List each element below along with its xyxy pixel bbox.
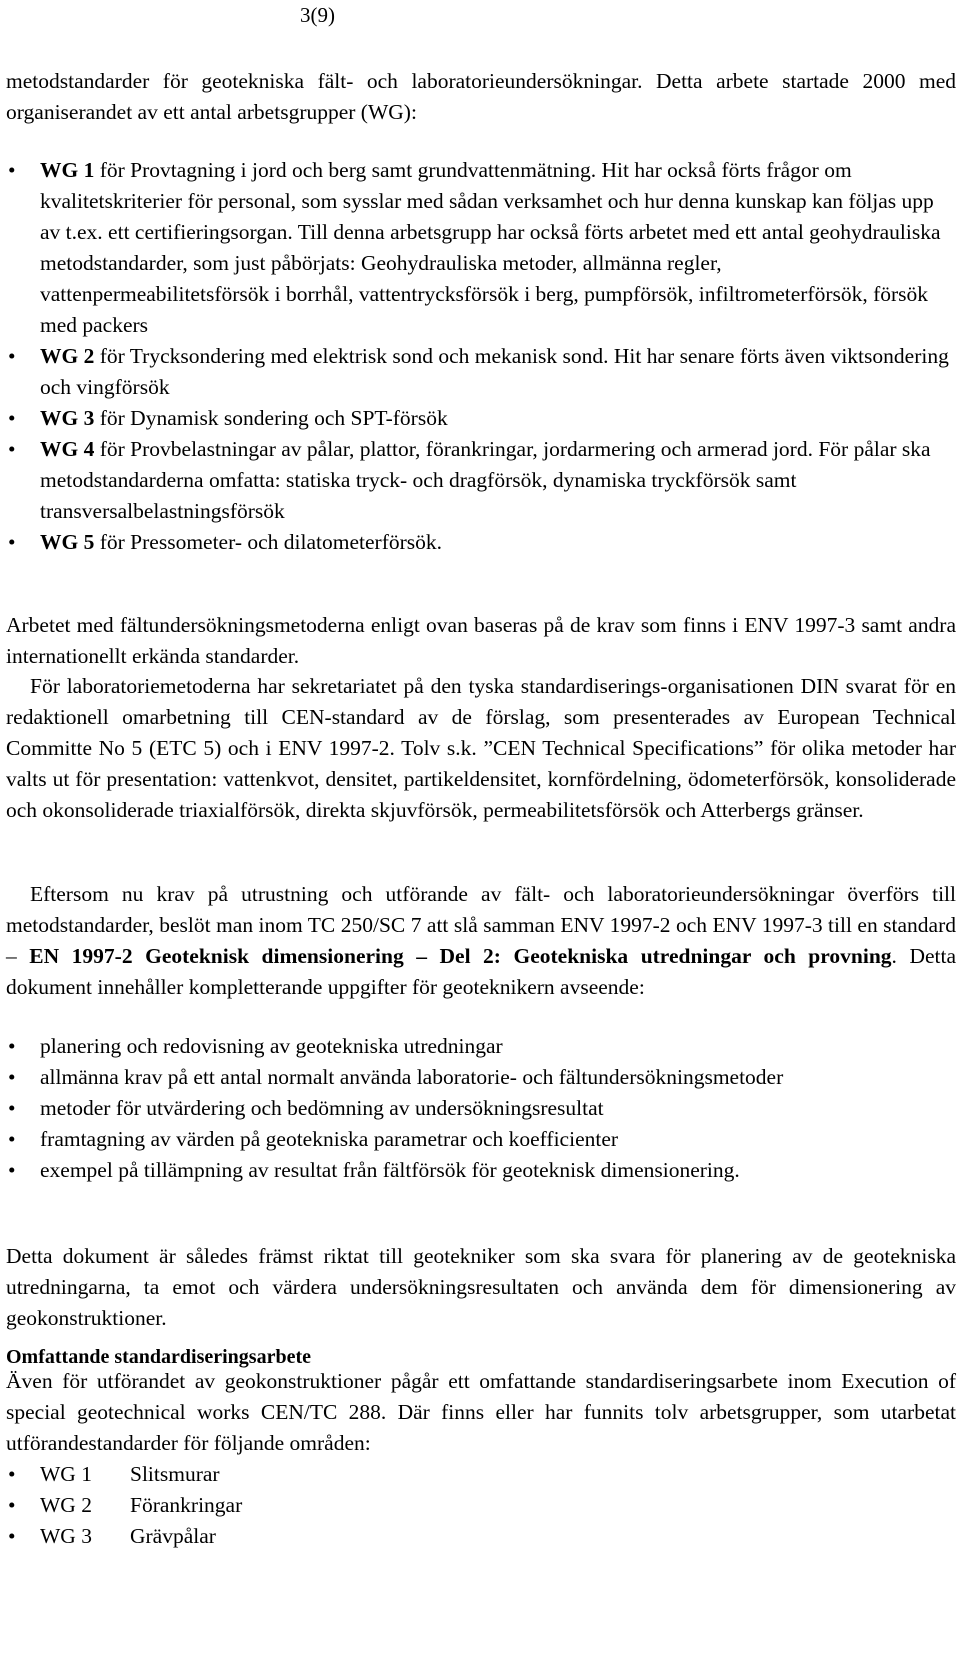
bullet-icon: • <box>8 406 16 430</box>
wg-code: WG 1 <box>40 1462 92 1486</box>
bullet-icon: • <box>8 1096 16 1120</box>
wg-code: WG 2 <box>40 344 95 368</box>
list-item <box>6 1031 956 1062</box>
bullet-icon: • <box>8 1065 16 1089</box>
wg-description: för Provtagning i jord och berg samt grundvattenmätning. Hit har också förts frågor om kvalitetskriterier för personal, som sysslar med sådan verksamhet och hur denna kunskap kan följas upp av t.ex. ett certifieringsorgan. Till denna arbetsgrupp har också förts arbetet med ett antal geohydrauliska metodstandarder, som just påbörjats: Geohydrauliska metoder, allmänna regler, vattenpermeabilitetsförsök i borrhål, vattentrycksförsök i berg, pumpförsök, infiltrometerförsök, försök med packers <box>40 158 941 337</box>
tc288-list <box>6 1459 956 1552</box>
list-item <box>6 1093 956 1124</box>
list-item <box>6 1124 956 1155</box>
list-item <box>6 155 956 341</box>
standard-title: EN 1997-2 Geoteknisk dimensionering – Del 2: Geotekniska utredningar och provning <box>29 944 892 968</box>
text-run: . Detta dokument innehåller kompletterande uppgifter för geoteknikern avseende: <box>6 944 957 999</box>
wg-name: Förankringar <box>130 1493 243 1517</box>
bullet-icon: • <box>8 437 16 461</box>
list-item <box>6 1521 956 1552</box>
bullet-icon: • <box>8 1158 16 1182</box>
bullet-icon: • <box>8 1034 16 1058</box>
wg-name: Slitsmurar <box>130 1462 220 1486</box>
list-item <box>6 341 956 403</box>
bullet-icon: • <box>8 344 16 368</box>
bullet-icon: • <box>8 1462 16 1486</box>
paragraph-audience: Detta dokument är således främst riktat till geotekniker som ska svara för planering av de geotekniska utredningarna, ta emot och värdera undersökningsresultaten och använda dem för dimensionering av geokonstruktioner. <box>6 1244 956 1330</box>
content-list <box>6 1031 956 1186</box>
list-item <box>6 527 956 558</box>
list-item-text: framtagning av värden på geotekniska parametrar och koefficienter <box>40 1127 619 1151</box>
list-item <box>6 1155 956 1186</box>
wg-code: WG 3 <box>40 1524 92 1548</box>
wg-code: WG 4 <box>40 437 95 461</box>
list-item <box>6 1490 956 1521</box>
wg-description: för Trycksondering med elektrisk sond och mekanisk sond. Hit har senare förts även viktsondering och vingförsök <box>40 344 949 399</box>
wg-code: WG 3 <box>40 406 95 430</box>
bullet-icon: • <box>8 158 16 182</box>
bullet-icon: • <box>8 1524 16 1548</box>
list-item <box>6 434 956 527</box>
paragraph-lab-methods: För laboratoriemetoderna har sekretariatet på den tyska standardiserings-organisationen DIN svarat för en redaktionell omarbetning till CEN-standard av de förslag, som presenterades av European Technical Committe No 5 (ETC 5) och i ENV 1997-2. Tolv s.k. ”CEN Technical Specifications” för olika metoder har valts ut för presentation: vattenkvot, densitet, partikeldensitet, kornfördelning, ödometerförsök, konsoliderade och okonsoliderade triaxialförsök, direkta skjuvförsök, permeabilitetsförsök och Atterbergs gränser. <box>6 674 956 822</box>
wg-code: WG 2 <box>40 1493 92 1517</box>
list-item-text: exempel på tillämpning av resultat från fältförsök för geoteknisk dimensionering. <box>40 1158 740 1182</box>
list-item-text: allmänna krav på ett antal normalt använda laboratorie- och fältundersökningsmetoder <box>40 1065 784 1089</box>
wg-description: för Dynamisk sondering och SPT-försök <box>94 406 448 430</box>
list-item <box>6 1062 956 1093</box>
bullet-icon: • <box>8 1493 16 1517</box>
wg-description: för Provbelastningar av pålar, plattor, förankringar, jordarmering och armerad jord. För pålar ska metodstandarderna omfatta: statiska tryck- och dragförsök, dynamiska tryckförsök samt transversalbelastningsförsök <box>40 437 931 523</box>
wg-name: Grävpålar <box>130 1524 216 1548</box>
page-number: 3(9) <box>300 3 335 27</box>
list-item <box>6 1459 956 1490</box>
wg-description: för Pressometer- och dilatometerförsök. <box>94 530 443 554</box>
wg-code: WG 5 <box>40 530 95 554</box>
bullet-icon: • <box>8 1127 16 1151</box>
wg-code: WG 1 <box>40 158 95 182</box>
paragraph-en1997-2 <box>6 879 956 1003</box>
section-heading: Omfattande standardiseringsarbete <box>6 1346 311 1368</box>
intro-paragraph: metodstandarder för geotekniska fält- och laboratorieundersökningar. Detta arbete startade 2000 med organiserandet av ett antal arbetsgrupper (WG): <box>6 69 956 124</box>
paragraph-field-methods: Arbetet med fältundersökningsmetoderna enligt ovan baseras på de krav som finns i ENV 1997-3 samt andra internationellt erkända standarder. <box>6 613 956 668</box>
text-run: Eftersom nu krav på utrustning och utförande av fält- och laboratorieundersökningar överförs till metodstandarder, beslöt man inom TC 250/SC 7 att slå samman ENV 1997-2 och ENV 1997-3 till en standard – <box>6 882 956 968</box>
list-item <box>6 403 956 434</box>
wg-list <box>6 155 956 558</box>
bullet-icon: • <box>8 530 16 554</box>
list-item-text: metoder för utvärdering och bedömning av undersökningsresultat <box>40 1096 604 1120</box>
paragraph-tc288: Även för utförandet av geokonstruktioner pågår ett omfattande standardiseringsarbete inom Execution of special geotechnical works CEN/TC 288. Där finns eller har funnits tolv arbetsgrupper, som utarbetat utförandestandarder för följande områden: <box>6 1369 956 1455</box>
list-item-text: planering och redovisning av geotekniska utredningar <box>40 1034 503 1058</box>
